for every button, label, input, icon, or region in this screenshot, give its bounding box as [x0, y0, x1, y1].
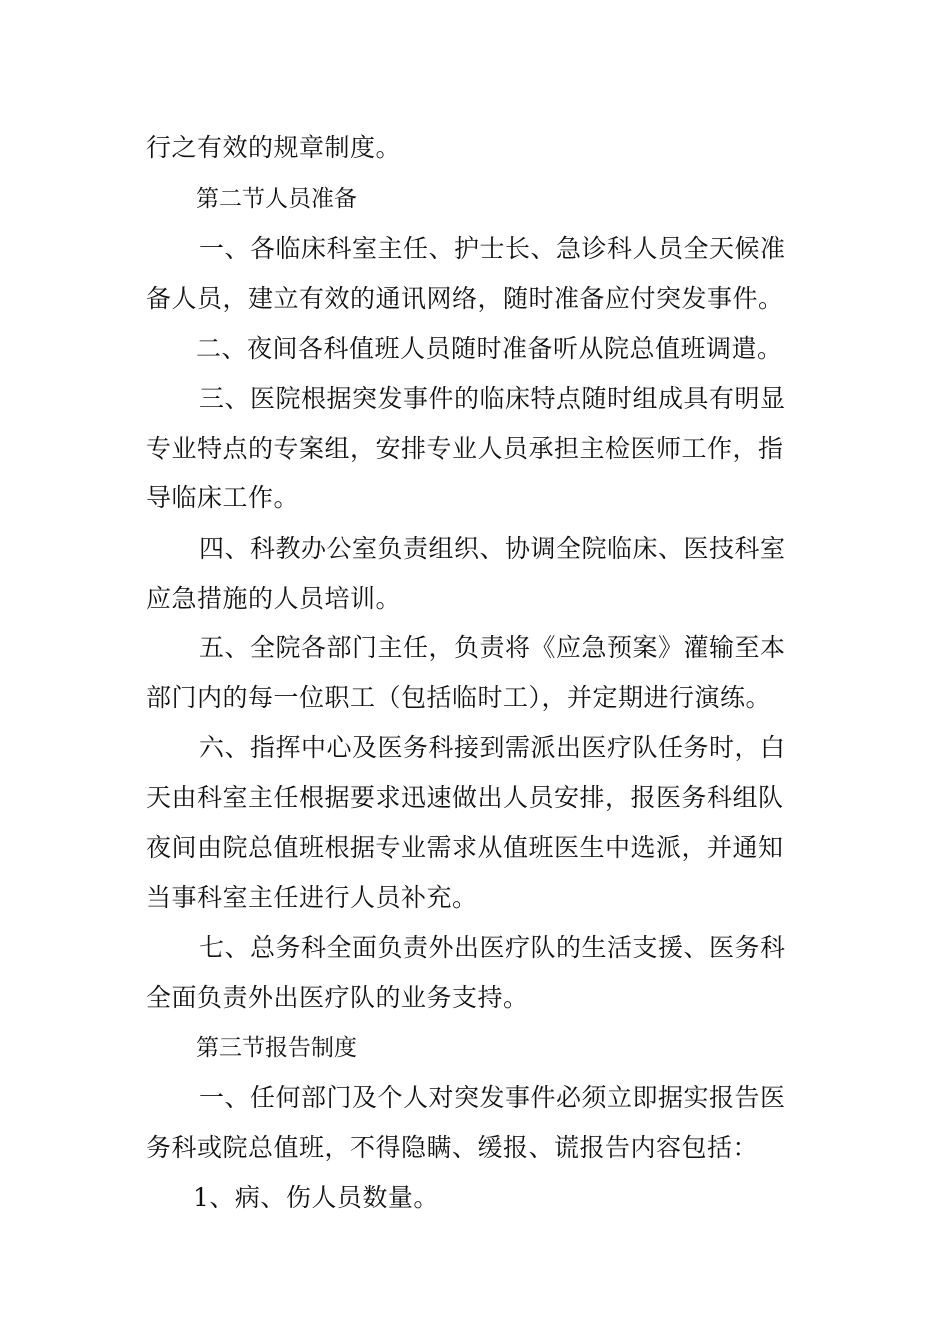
paragraph-line: 当事科室主任进行人员补充。: [146, 883, 478, 912]
paragraph-line: 六、指挥中心及医务科接到需派出医疗队任务时，白: [199, 733, 786, 762]
paragraph-line: 部门内的每一位职工（包括临时工），并定期进行演练。: [146, 683, 772, 712]
paragraph-line: 二、夜间各科值班人员随时准备听从院总值班调遣。: [196, 334, 783, 363]
paragraph-line: 专业特点的专案组，安排专业人员承担主检医师工作，指: [146, 434, 784, 463]
paragraph-line: 行之有效的规章制度。: [146, 133, 402, 162]
paragraph-line: 应急措施的人员培训。: [146, 584, 402, 613]
paragraph-line: 夜间由院总值班根据专业需求从值班医生中选派，并通知: [146, 833, 784, 862]
paragraph-line: 三、医院根据突发事件的临床特点随时组成具有明显: [199, 384, 786, 413]
section-heading: 第三节报告制度: [196, 1035, 357, 1061]
paragraph-line: 导临床工作。: [146, 483, 300, 512]
paragraph-line: 全面负责外出医疗队的业务支持。: [146, 983, 529, 1012]
paragraph-line: 务科或院总值班，不得隐瞒、缓报、谎报告内容包括：: [146, 1133, 759, 1162]
section-heading: 第二节人员准备: [196, 186, 357, 212]
paragraph-line: 天由科室主任根据要求迅速做出人员安排，报医务科组队: [146, 783, 784, 812]
paragraph-line: 备人员，建立有效的通讯网络，随时准备应付突发事件。: [146, 284, 784, 313]
paragraph-line: 五、全院各部门主任，负责将《应急预案》灌输至本: [199, 633, 786, 662]
paragraph-line: 四、科教办公室负责组织、协调全院临床、医技科室: [199, 534, 786, 563]
paragraph-line: 七、总务科全面负责外出医疗队的生活支援、医务科: [199, 933, 786, 962]
paragraph-line: 一、各临床科室主任、护士长、急诊科人员全天候准: [199, 234, 786, 263]
paragraph-line: 一、任何部门及个人对突发事件必须立即据实报告医: [199, 1083, 786, 1112]
list-item: 1、病、伤人员数量。: [193, 1183, 439, 1212]
